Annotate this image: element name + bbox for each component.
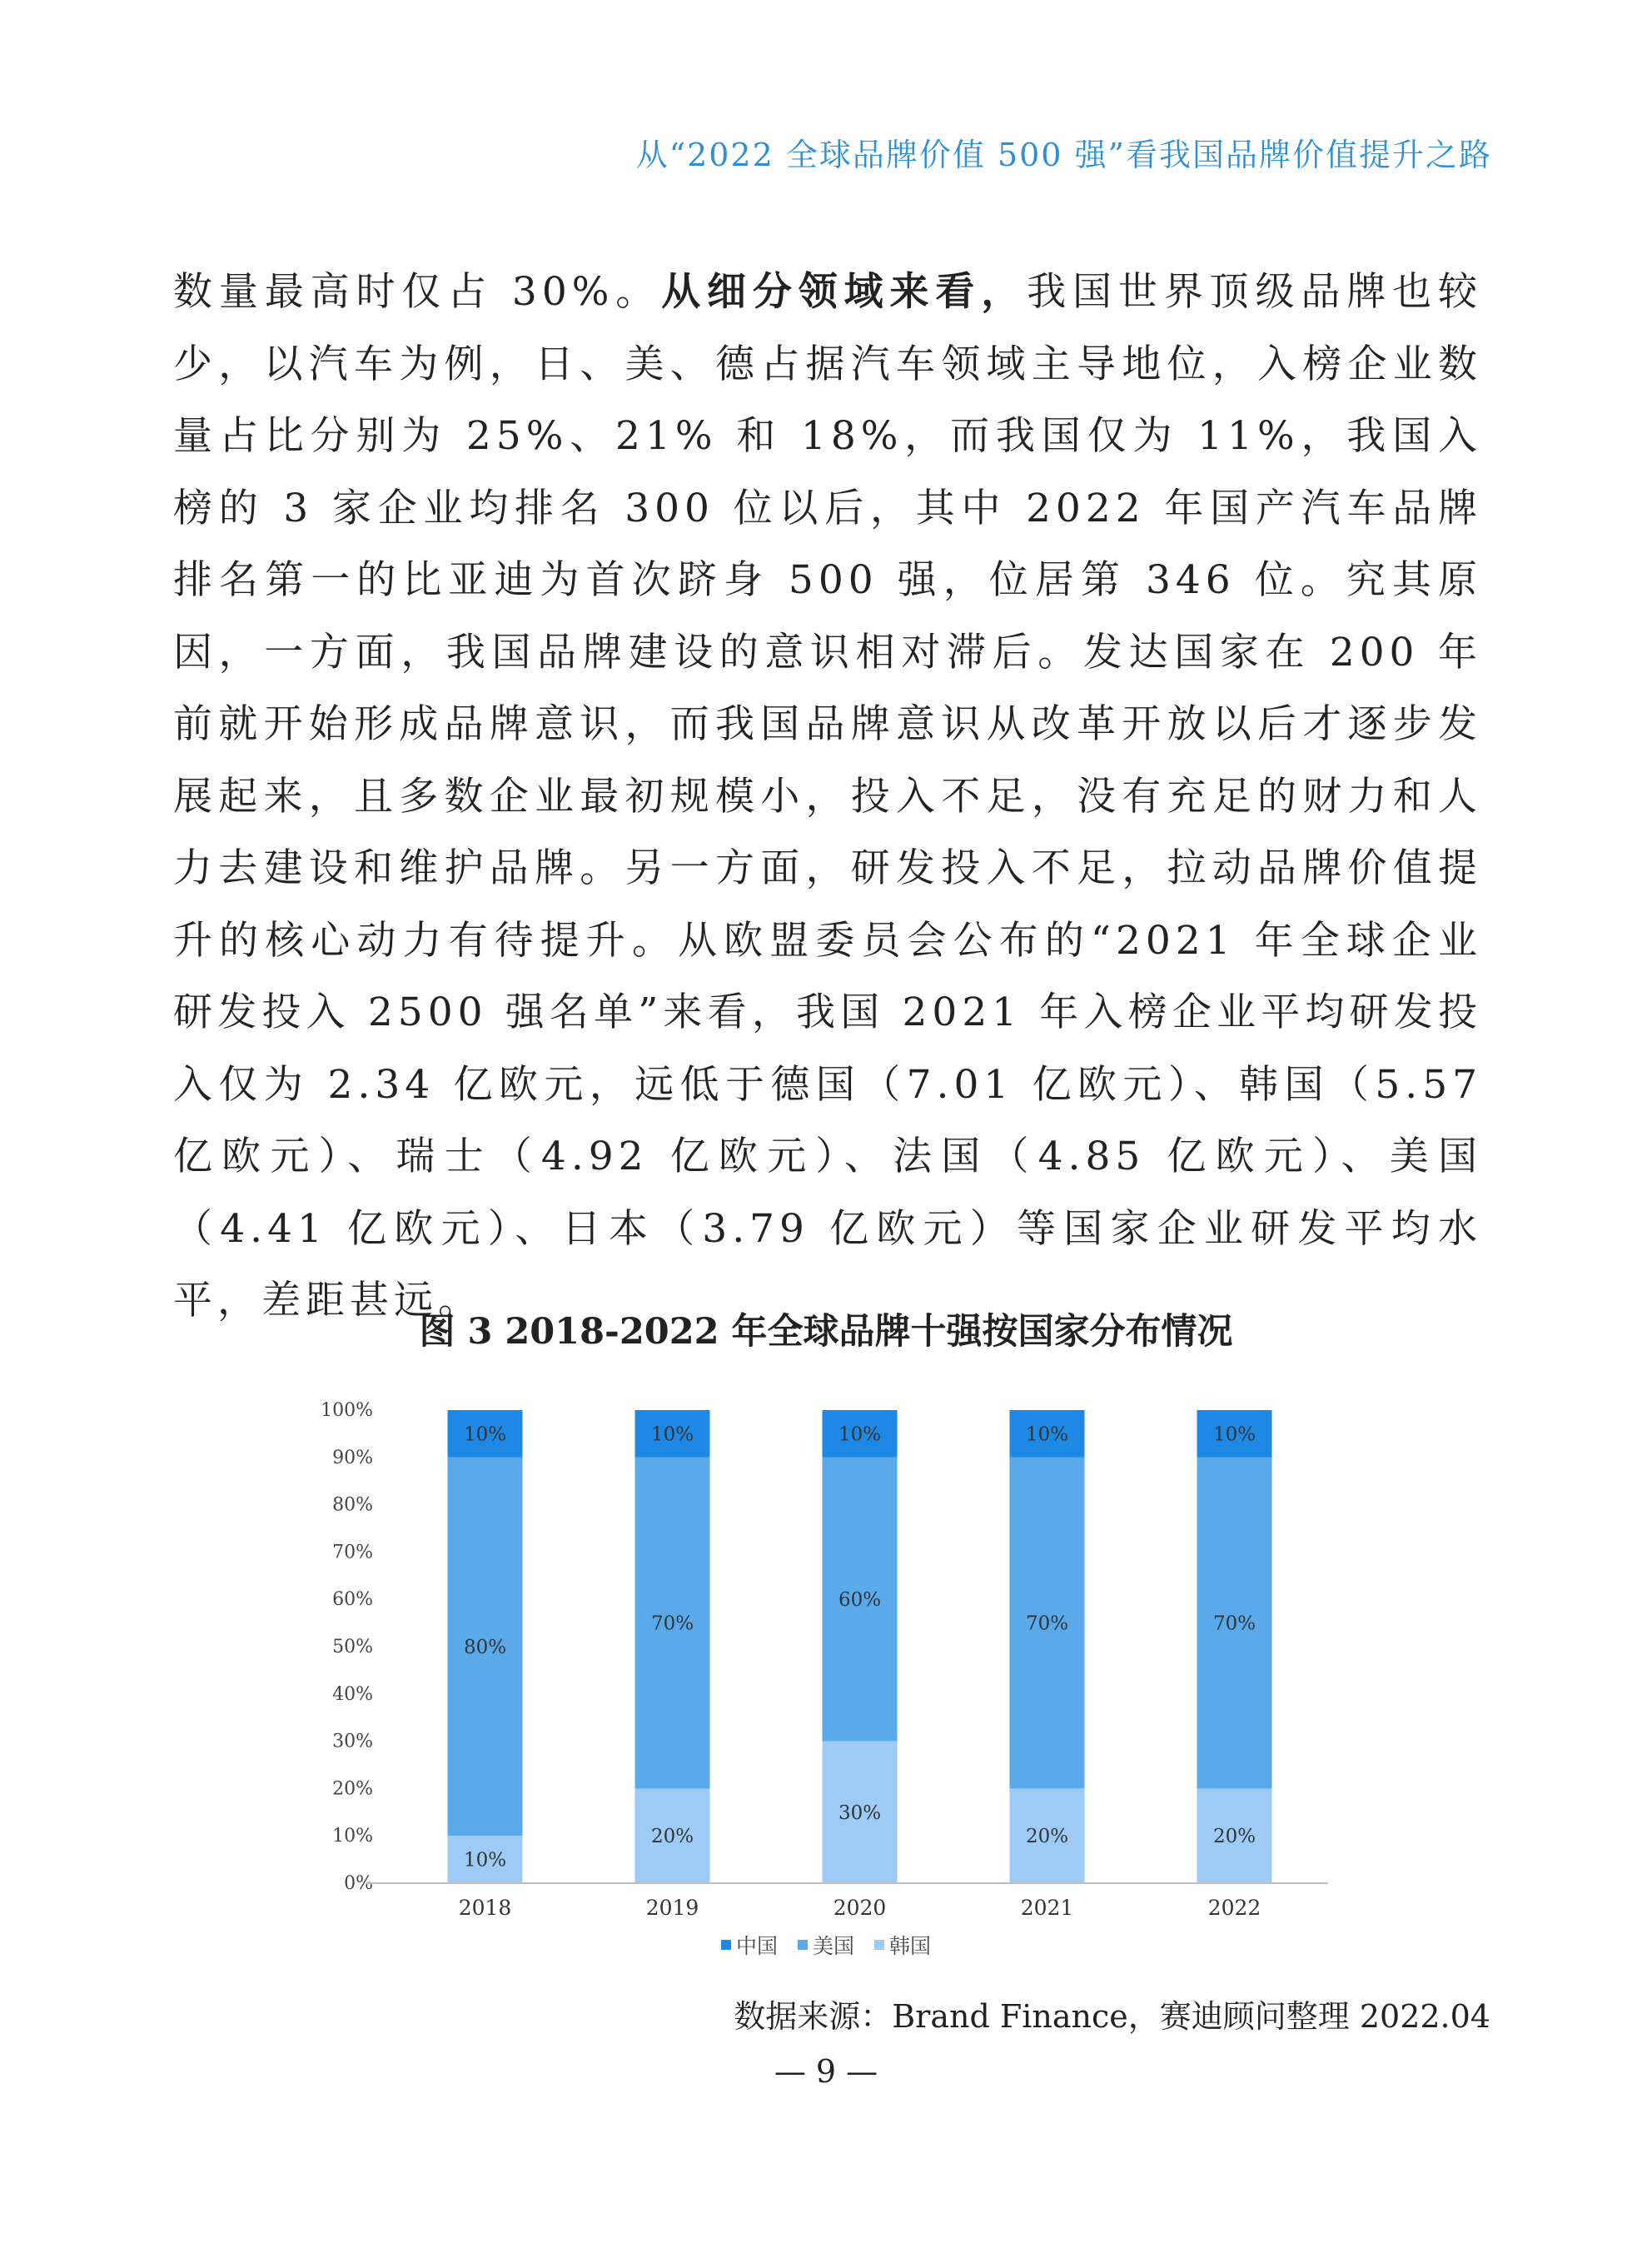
data-label: 20% — [1025, 1826, 1069, 1848]
data-label: 10% — [1212, 1423, 1256, 1446]
y-tick-label: 60% — [332, 1589, 373, 1611]
data-label: 80% — [463, 1637, 507, 1658]
legend-swatch-korea — [874, 1940, 884, 1950]
data-label: 60% — [838, 1589, 882, 1612]
x-tick-label: 2021 — [1020, 1896, 1074, 1920]
y-tick-label: 100% — [321, 1400, 373, 1421]
body-emphasis: 从细分领域来看， — [661, 269, 1028, 315]
y-axis — [321, 1400, 373, 1894]
figure-title: 图 3 2018-2022 年全球品牌十强按国家分布情况 — [419, 1311, 1233, 1353]
legend-label-china: 中国 — [736, 1934, 779, 1958]
y-tick-label: 0% — [344, 1873, 373, 1894]
legend-item-usa — [798, 1930, 854, 1960]
data-label: 20% — [650, 1826, 694, 1848]
legend-swatch-china — [721, 1940, 731, 1950]
y-tick-label: 70% — [332, 1542, 373, 1563]
data-label: 10% — [463, 1849, 507, 1872]
body-lead: 数量最高时仅占 30%。 — [173, 269, 662, 315]
legend-item-korea — [874, 1930, 931, 1960]
legend-item-china — [721, 1930, 778, 1960]
page-number: — 9 — — [774, 2053, 878, 2090]
x-tick-label: 2022 — [1207, 1896, 1261, 1920]
body-paragraph — [173, 257, 1482, 1338]
data-label: 20% — [1212, 1826, 1256, 1848]
x-axis — [459, 1896, 1261, 1920]
legend-label-usa: 美国 — [812, 1934, 854, 1958]
y-tick-label: 80% — [332, 1494, 373, 1516]
y-tick-label: 10% — [332, 1826, 373, 1847]
running-header: 从“2022 全球品牌价值 500 强”看我国品牌价值提升之路 — [635, 137, 1492, 173]
legend-swatch-usa — [798, 1940, 808, 1950]
chart-legend — [0, 1930, 1652, 1960]
data-label: 70% — [1025, 1612, 1069, 1635]
y-tick-label: 40% — [332, 1683, 373, 1705]
y-tick-label: 20% — [332, 1778, 373, 1800]
chart-bars — [448, 1410, 1272, 1883]
data-label: 70% — [650, 1612, 694, 1635]
data-label: 70% — [1212, 1612, 1256, 1635]
stacked-bar-chart — [316, 1387, 1349, 1920]
x-tick-label: 2020 — [833, 1896, 887, 1920]
y-tick-label: 90% — [332, 1447, 373, 1468]
legend-label-korea: 韩国 — [888, 1934, 931, 1958]
x-tick-label: 2018 — [458, 1896, 512, 1920]
body-rest: 我国世界顶级品牌也较少，以汽车为例，日、美、德占据汽车领域主导地位，入榜企业数量占比分别为 25%、21% 和 18%，而我国仅为 11%，我国入榜的 3 家企业均排名 300 位以后，其中 2022 年国产汽车品牌排名第一的比亚迪为首次跻身 500 强，位居第 346 位。究其原因，一方面，我国品牌建设的意识相对滞后。发达国家在 200 年前就开始形成品牌意识，而我国品牌意识从改革开放以后才逐步发展起来，且多数企业最初规模小，投入不足，没有充足的财力和人力去建设和维护品牌。另一方面，研发投入不足，拉动品牌价值提升的核心动力有待提升。从欧盟委员会公布的“2021 年全球企业研发投入 2500 强名单”来看，我国 2021 年入榜企业平均研发投入仅为 2.34 亿欧元，远低于德国（7.01 亿欧元）、韩国（5.57 亿欧元）、瑞士（4.92 亿欧元）、法国（4.85 亿欧元）、美国（4.41 亿欧元）、日本（3.79 亿欧元）等国家企业研发平均水平，差距甚远。 — [173, 269, 1483, 1323]
data-label: 10% — [463, 1423, 507, 1446]
x-tick-label: 2019 — [645, 1896, 699, 1920]
data-label: 10% — [838, 1423, 882, 1446]
y-tick-label: 30% — [332, 1731, 373, 1752]
y-tick-label: 50% — [332, 1637, 373, 1657]
data-label: 10% — [650, 1423, 694, 1446]
data-label: 30% — [838, 1802, 882, 1824]
figure-source: 数据来源：Brand Finance，赛迪顾问整理 2022.04 — [734, 1998, 1490, 2035]
data-label: 10% — [1025, 1423, 1069, 1446]
